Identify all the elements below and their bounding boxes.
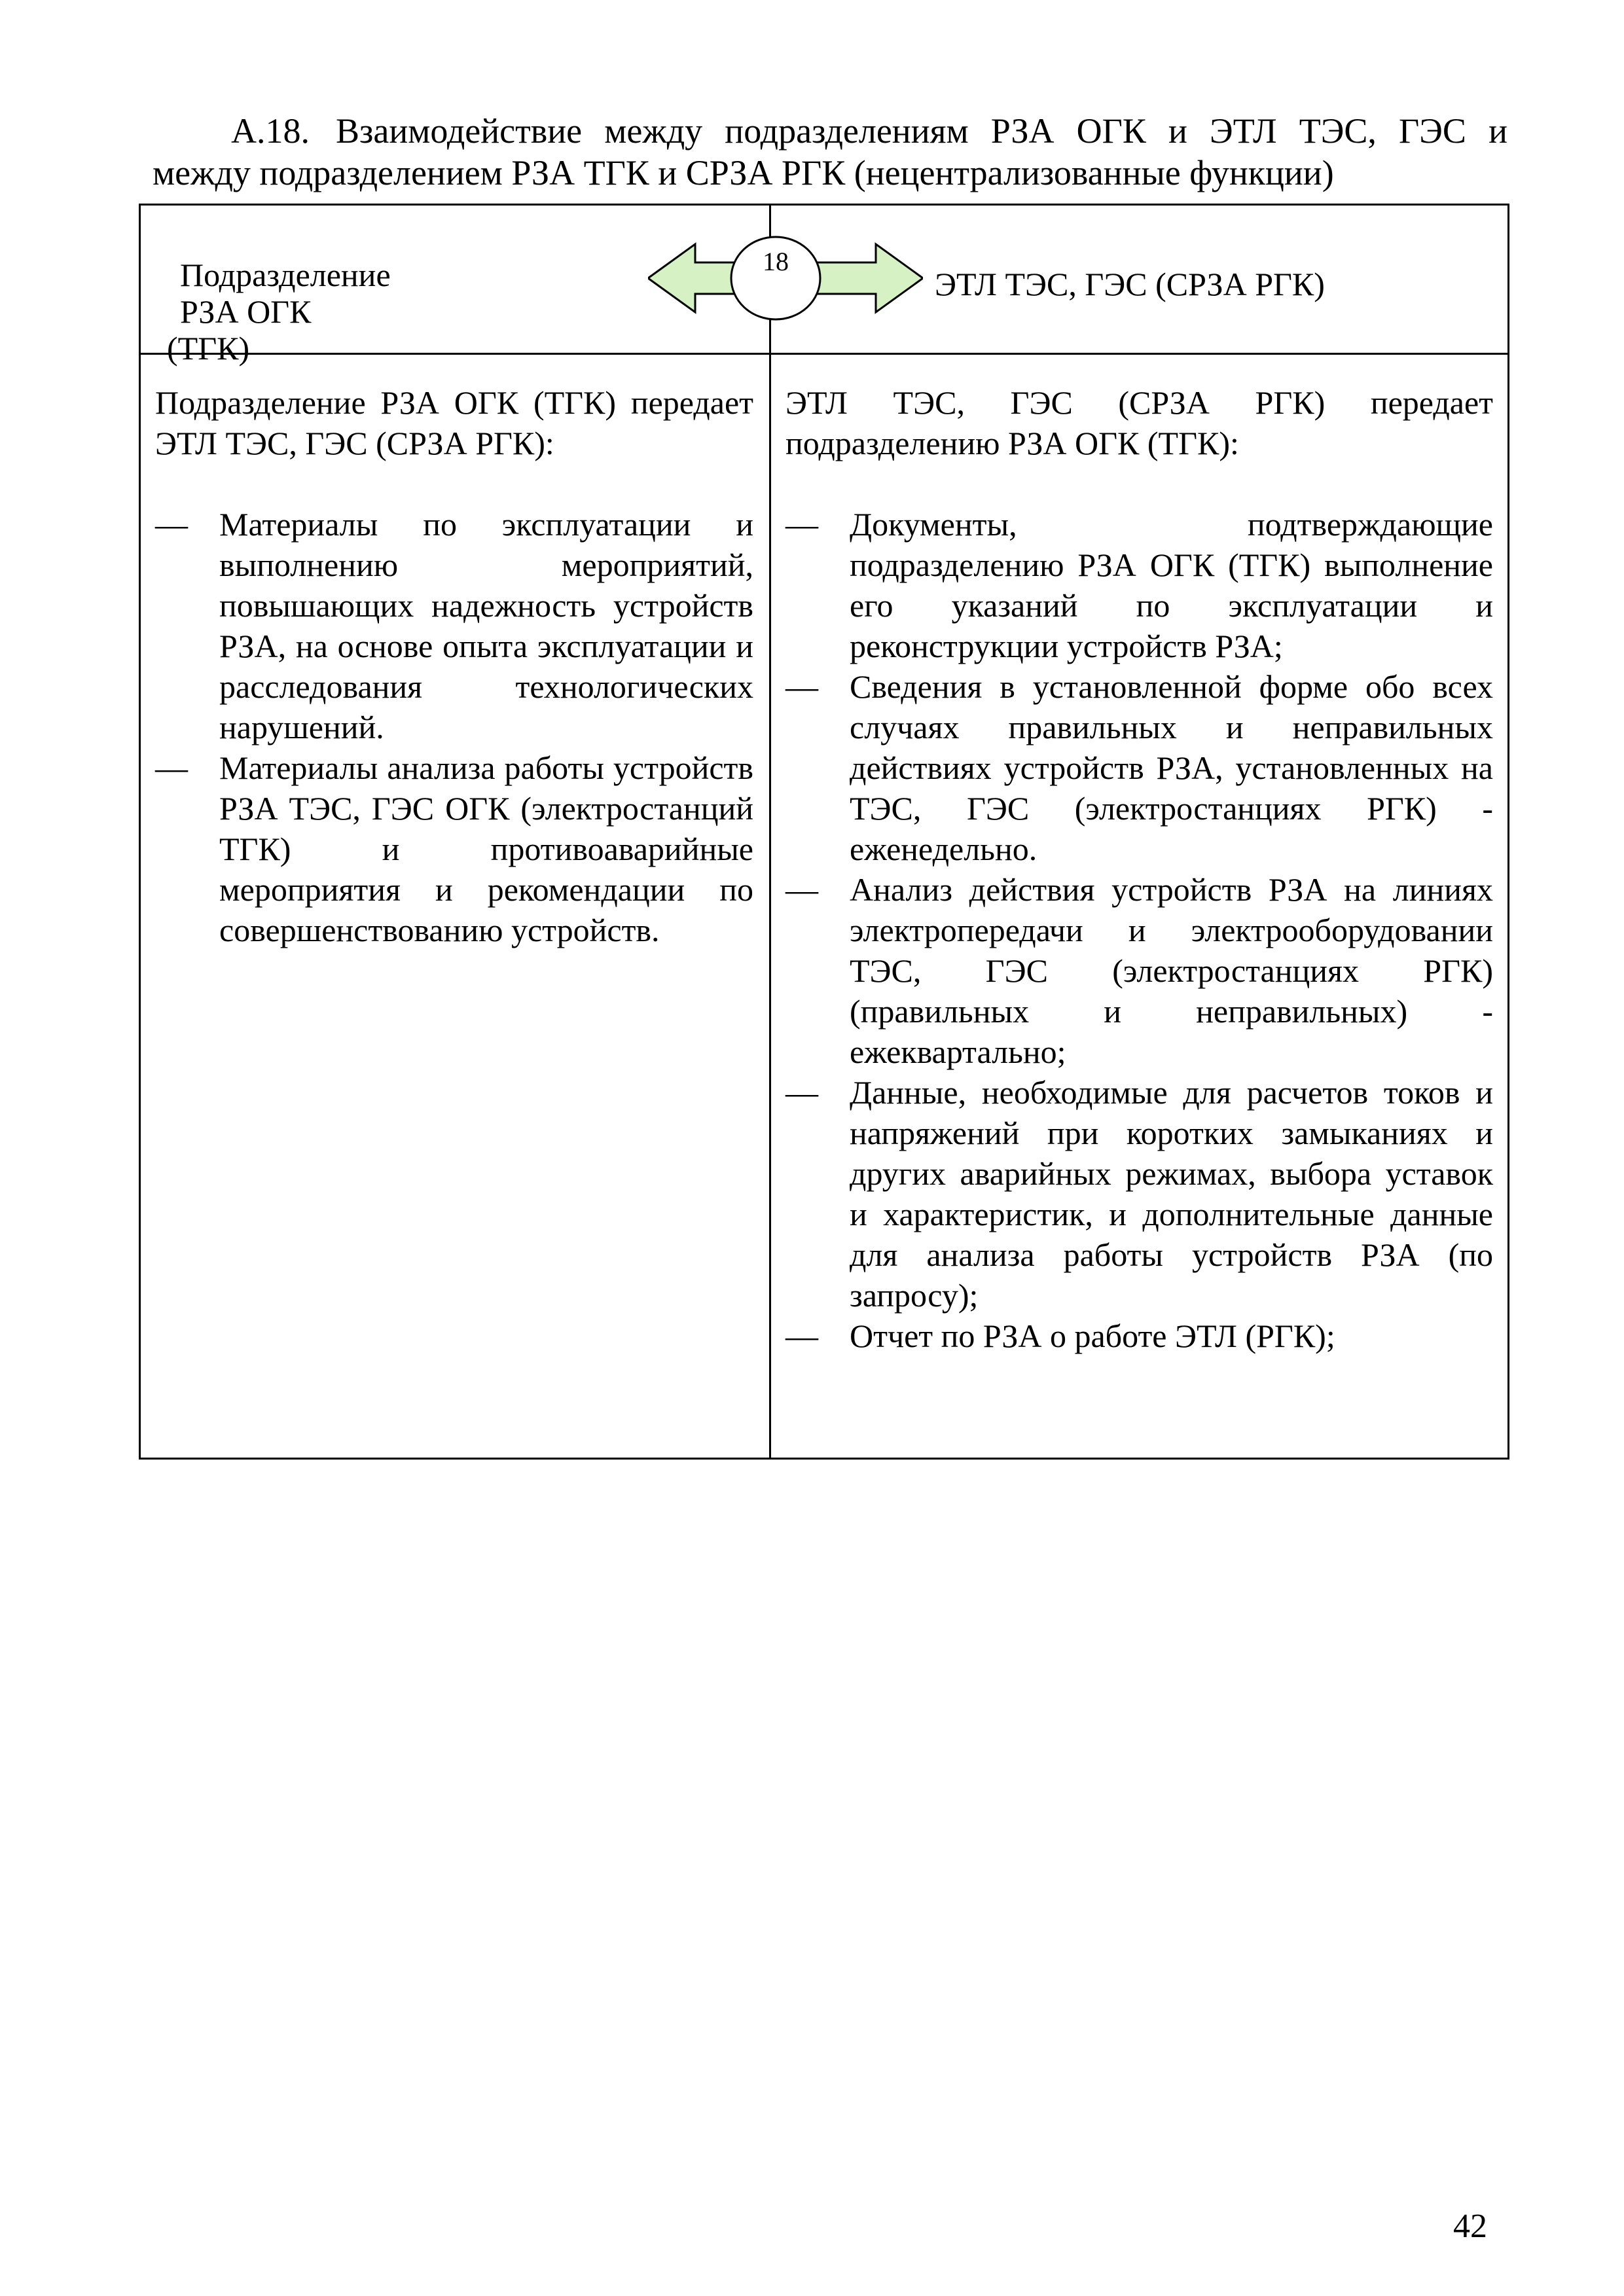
section-heading — [153, 110, 1507, 194]
left-list — [155, 504, 753, 950]
dash-bullet: — — [785, 871, 818, 908]
list-item: — Отчет по РЗА о работе ЭТЛ (РГК); — [785, 1316, 1493, 1356]
header-left-label — [167, 257, 391, 367]
list-item: — Сведения в установленной форме обо всех случаях правильных и неправильных действиях устройств РЗА, установленных на ТЭС, ГЭС (электростанциях РГК) - еженедельно. — [785, 666, 1493, 869]
list-item: — Данные, необходимые для расчетов токов и напряжений при коротких замыканиях и других аварийных режимах, выбора уставок и характеристик, и дополнительные данные для анализа работы устройств РЗА (по запросу); — [785, 1072, 1493, 1316]
table-body-row — [140, 354, 1509, 1459]
heading-line-2: между подразделением РЗА ТГК и СРЗА РГК (нецентрализованные функции) — [153, 153, 1334, 192]
dash-bullet: — — [785, 1318, 818, 1354]
body-cell-left — [140, 354, 770, 1459]
list-item: — Анализ действия устройств РЗА на линиях электропередачи и электрооборудовании ТЭС, ГЭС (электростанциях РГК) (правильных и неправильных) - ежеквартально; — [785, 869, 1493, 1072]
body-cell-right — [770, 354, 1509, 1459]
interaction-table — [139, 204, 1509, 1460]
list-item: — Документы, подтверждающие подразделению РЗА ОГК (ТГК) выполнение его указаний по эксплуатации и реконструкции устройств РЗА; — [785, 504, 1493, 666]
heading-number: А.18. — [231, 111, 310, 151]
dash-bullet: — — [155, 506, 188, 543]
dash-bullet: — — [785, 506, 818, 543]
dash-bullet: — — [785, 668, 818, 705]
right-intro: ЭТЛ ТЭС, ГЭС (СРЗА РГК) передает подразделению РЗА ОГК (ТГК): — [785, 384, 1493, 461]
dash-bullet: — — [785, 1074, 818, 1111]
list-item: — Материалы по эксплуатации и выполнению мероприятий, повышающих надежность устройств РЗА, на основе опыта эксплуатации и расследования технологических нарушений. — [155, 504, 753, 747]
header-left-line-1: Подразделение РЗА ОГК — [180, 257, 391, 330]
heading-line-1 — [153, 110, 1507, 152]
list-item: — Материалы анализа работы устройств РЗА ТЭС, ГЭС ОГК (электростанций ТГК) и противоаварийные мероприятия и рекомендации по совершенствованию устройств. — [155, 747, 753, 950]
page-number: 42 — [1453, 2208, 1487, 2245]
header-left-line-2: (ТГК) — [167, 330, 250, 367]
heading-line-1-text: Взаимодействие между подразделениям РЗА ОГК и ЭТЛ ТЭС, ГЭС и — [336, 111, 1507, 151]
header-right-label: ЭТЛ ТЭС, ГЭС (СРЗА РГК) — [935, 266, 1325, 302]
left-intro: Подразделение РЗА ОГК (ТГК) передает ЭТЛ ТЭС, ГЭС (СРЗА РГК): — [155, 384, 753, 461]
bidirectional-arrow-connector — [648, 232, 923, 324]
right-list — [785, 504, 1493, 1356]
dash-bullet: — — [155, 749, 188, 786]
badge-number: 18 — [763, 247, 789, 276]
